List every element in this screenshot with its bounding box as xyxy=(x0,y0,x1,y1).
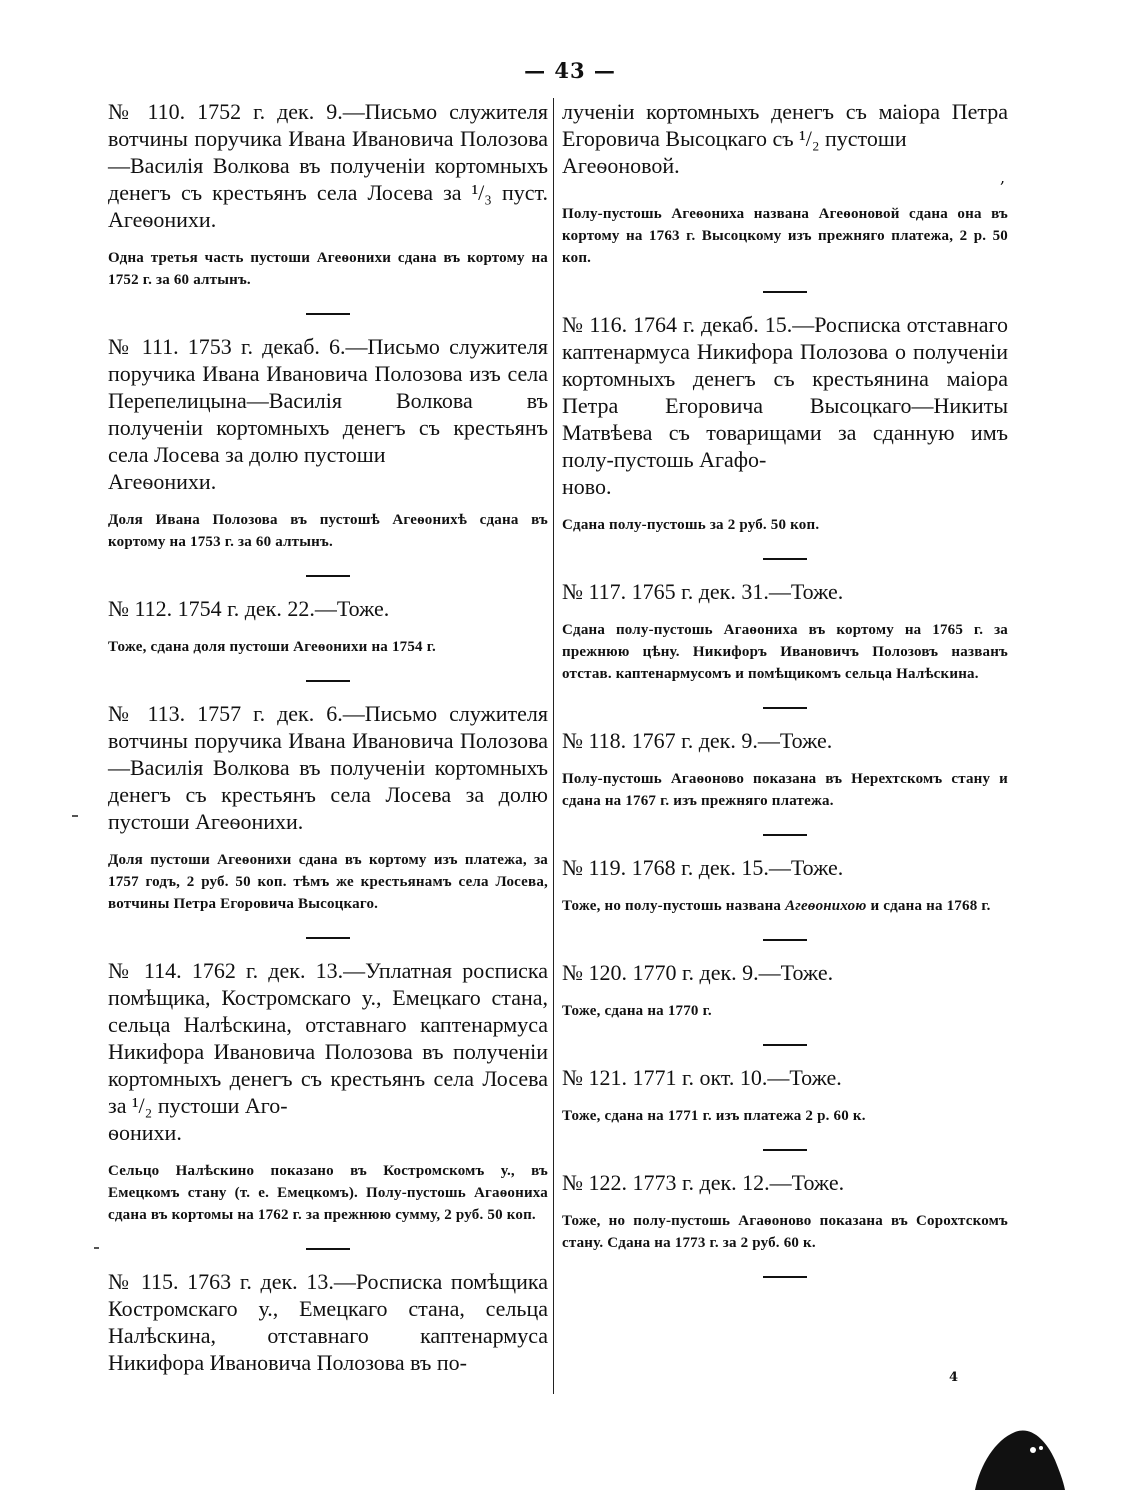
separator xyxy=(306,313,350,315)
margin-mark xyxy=(94,1247,99,1249)
separator xyxy=(306,937,350,939)
entry-122: № 122. 1773 г. дек. 12.—Тоже. xyxy=(562,1170,845,1195)
entry-115: № 115. 1763 г. дек. 13.—Росписка помѣщика Костромскаго у., Емецкаго стана, сельца Налѣскина, отставнаго каптенармуса Никифора Ивановича Полозова въ по- xyxy=(108,1269,548,1375)
right-column xyxy=(562,98,1008,1296)
separator xyxy=(306,575,350,577)
note-118: Полу-пустошь Агаѳоново показана въ Нерехтскомъ стану и сдана на 1767 г. изъ прежняго платежа. xyxy=(562,771,1008,809)
margin-mark xyxy=(72,815,78,817)
entry-114-tail: ѳонихи. xyxy=(108,1120,182,1145)
sheet-number: 4 xyxy=(949,1370,959,1385)
note-120: Тоже, сдана на 1770 г. xyxy=(562,1003,712,1019)
entry-117: № 117. 1765 г. дек. 31.—Тоже. xyxy=(562,579,844,604)
entry-114-text: № 114. 1762 г. дек. 13.—Уплатная росписка помѣщика, Костромскаго у., Емецкаго стана, сельца Налѣскина, отставнаго каптенармуса Никифора Ивановича Полозова въ полученіи кортомныхъ денегъ съ крестьянъ села Лосева за ¹/₂ пустоши Аго- xyxy=(108,958,548,1118)
column-divider xyxy=(553,98,554,1394)
left-column xyxy=(108,98,548,1376)
entry-112: № 112. 1754 г. дек. 22.—Тоже. xyxy=(108,596,390,621)
note-119-a: Тоже, но полу-пустошь названа xyxy=(562,898,782,914)
entry-110: № 110. 1752 г. дек. 9.—Письмо служителя вотчины поручика Ивана Ивановича Полозова—Василія Волкова въ полученіи кортомныхъ денегъ съ крестьянъ села Лосева за ¹/₃ пуст. Агеѳонихи. xyxy=(108,99,548,232)
entry-116 xyxy=(562,311,1008,500)
stray-mark: , xyxy=(1000,168,1006,187)
separator xyxy=(763,834,807,836)
entry-114 xyxy=(108,957,548,1146)
note-112: Тоже, сдана доля пустоши Агеѳонихи на 1754 г. xyxy=(108,639,436,655)
note-114: Сельцо Налѣскино показано въ Костромскомъ у., въ Емецкомъ стану (т. е. Емецкомъ). Полу-пустошь Агаѳониха сдана въ кортомы на 1762 г. за прежнюю сумму, 2 руб. 50 коп. xyxy=(108,1163,548,1223)
separator xyxy=(763,707,807,709)
note-121: Тоже, сдана на 1771 г. изъ платежа 2 р. 60 к. xyxy=(562,1108,866,1124)
entry-116-text: № 116. 1764 г. декаб. 15.—Росписка отставнаго каптенармуса Никифора Полозова о полученіи кортомныхъ денегъ съ крестьянина маіора Петра Егоровича Высоцкаго—Никиты Матвѣева съ товарищами за сданную имъ полу-пустошь Агафо- xyxy=(562,312,1008,472)
separator xyxy=(763,1276,807,1278)
note-119 xyxy=(562,895,1008,917)
page-number: — 43 — xyxy=(524,58,616,83)
separator xyxy=(306,680,350,682)
entry-119: № 119. 1768 г. дек. 15.—Тоже. xyxy=(562,855,844,880)
separator xyxy=(763,558,807,560)
note-115: Полу-пустошь Агеѳониха названа Агеѳоновой сдана она въ кортому на 1763 г. Высоцкому изъ прежняго платежа, 2 р. 50 коп. xyxy=(562,206,1008,266)
entry-121: № 121. 1771 г. окт. 10.—Тоже. xyxy=(562,1065,842,1090)
entry-116-tail: ново. xyxy=(562,474,612,499)
entry-111-text: № 111. 1753 г. декаб. 6.—Письмо служителя поручика Ивана Ивановича Полозова изъ села Перепелицына—Василія Волкова въ полученіи кортомныхъ денегъ съ крестьянъ села Лосева за долю пустоши xyxy=(108,334,548,467)
entry-111-tail: Агеѳонихи. xyxy=(108,469,217,494)
separator xyxy=(763,939,807,941)
entry-113: № 113. 1757 г. дек. 6.—Письмо служителя вотчины поручика Ивана Ивановича Полозова—Василія Волкова въ полученіи кортомныхъ денегъ съ крестьянъ села Лосева за долю пустоши Агеѳонихи. xyxy=(108,701,548,834)
entry-118: № 118. 1767 г. дек. 9.—Тоже. xyxy=(562,728,833,753)
separator xyxy=(763,1044,807,1046)
entry-120: № 120. 1770 г. дек. 9.—Тоже. xyxy=(562,960,834,985)
separator xyxy=(763,1149,807,1151)
note-119-b: и сдана на 1768 г. xyxy=(870,898,991,914)
note-122: Тоже, но полу-пустошь Агаѳоново показана въ Сорохтскомъ стану. Сдана на 1773 г. за 2 руб. 60 к. xyxy=(562,1213,1008,1251)
ink-blot-icon xyxy=(975,1410,1065,1490)
note-113: Доля пустоши Агеѳонихи сдана въ кортому изъ платежа, за 1757 годъ, 2 руб. 50 коп. тѣмъ же крестьянамъ села Лосева, вотчины Петра Егоровича Высоцкаго. xyxy=(108,852,548,912)
note-111: Доля Ивана Полозова въ пустошѣ Агеѳонихѣ сдана въ кортому на 1753 г. за 60 алтынъ. xyxy=(108,512,548,550)
entry-115-cont-tail: Агеѳоновой. xyxy=(562,153,680,178)
separator xyxy=(306,1248,350,1250)
note-110: Одна третья часть пустоши Агеѳонихи сдана въ кортому на 1752 г. за 60 алтынъ. xyxy=(108,250,548,288)
entry-115-continuation xyxy=(562,98,1008,179)
entry-111 xyxy=(108,333,548,495)
note-116: Сдана полу-пустошь за 2 руб. 50 коп. xyxy=(562,517,820,533)
entry-115-cont-text: лученіи кортомныхъ денегъ съ маіора Петра Егоровича Высоцкаго съ ¹/₂ пустоши xyxy=(562,99,1008,151)
note-119-italic: Агеѳонихою xyxy=(785,898,867,914)
note-117: Сдана полу-пустошь Агаѳониха въ кортому на 1765 г. за прежнюю цѣну. Никифоръ Ивановичъ Полозовъ названъ отстав. каптенармусомъ и помѣщикомъ сельца Налѣскина. xyxy=(562,622,1008,682)
separator xyxy=(763,291,807,293)
